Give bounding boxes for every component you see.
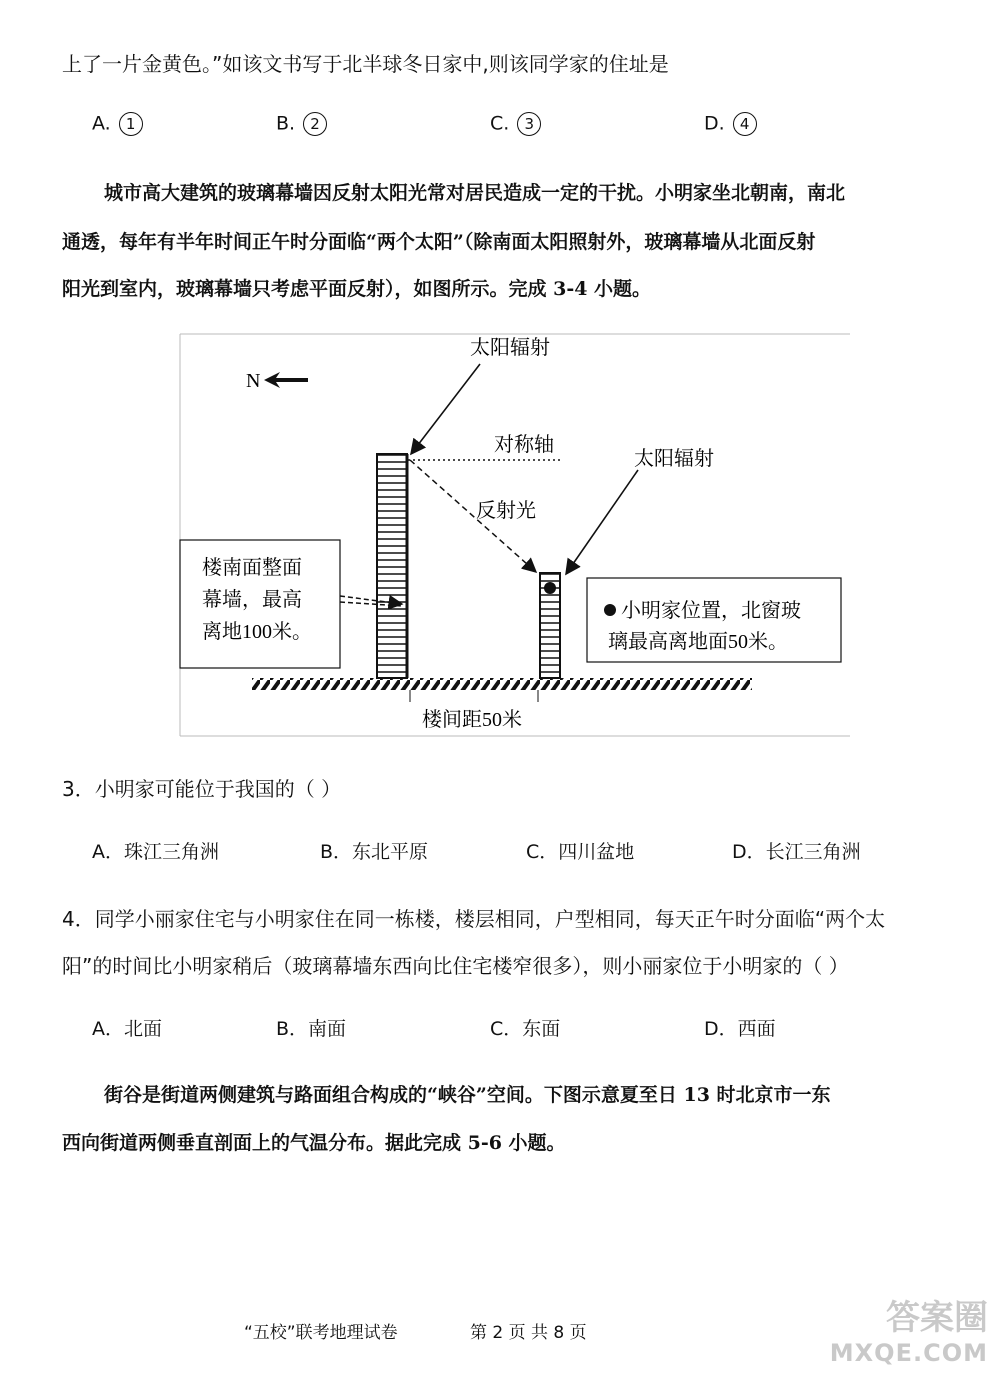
q4-option-b[interactable]: B．南面 xyxy=(276,1018,347,1040)
question-2-stem-end: 上了一片金黄色。”如该文书写于北半球冬日家中,则该同学家的住址是 xyxy=(62,52,669,76)
q3-option-b[interactable]: B．东北平原 xyxy=(320,841,429,863)
question-4-stem-line-2: 阳”的时间比小明家稍后（玻璃幕墙东西向比住宅楼窄很多），则小丽家位于小明家的（ ） xyxy=(62,954,849,978)
ground-hatch xyxy=(252,678,752,690)
q4-option-d[interactable]: D．西面 xyxy=(704,1018,776,1040)
wall-box-line-1: 楼南面整面 xyxy=(202,557,302,579)
building-spacing-label: 楼间距50米 xyxy=(422,709,522,731)
question-4-stem-line-1: 4．同学小丽家住宅与小明家住在同一栋楼，楼层相同，户型相同，每天正午时分面临“两个太 xyxy=(62,907,886,931)
circled-number: 2 xyxy=(303,112,327,136)
circled-number: 4 xyxy=(733,112,757,136)
sun-ray-2 xyxy=(566,470,638,574)
sun-radiation-label-1: 太阳辐射 xyxy=(470,337,550,359)
home-position-marker xyxy=(544,582,556,594)
reflected-light-label: 反射光 xyxy=(476,500,536,522)
watermark-bottom: MXQE.COM xyxy=(829,1339,988,1367)
footer-page-number: 第 2 页 共 8 页 xyxy=(470,1323,587,1343)
sun-radiation-label-2: 太阳辐射 xyxy=(634,448,714,470)
home-box-line-2: 璃最高离地面50米。 xyxy=(608,631,788,653)
wall-box-line-2: 幕墙，最高 xyxy=(202,589,302,611)
home-bullet-icon xyxy=(604,604,616,616)
symmetry-axis-label: 对称轴 xyxy=(494,434,554,456)
watermark-top: 答案圈 xyxy=(886,1298,988,1338)
q2-option-c[interactable]: C. 3 xyxy=(490,112,541,136)
footer-exam-title: “五校”联考地理试卷 xyxy=(244,1323,398,1343)
wall-box-line-3: 离地100米。 xyxy=(202,621,312,643)
home-box-line-1: 小明家位置，北窗玻 xyxy=(621,600,801,622)
q2-option-d[interactable]: D. 4 xyxy=(704,112,757,136)
north-label: N xyxy=(246,370,261,392)
circled-number: 1 xyxy=(119,112,143,136)
q3-option-c[interactable]: C．四川盆地 xyxy=(526,841,635,863)
passage-3-4-line-3: 阳光到室内，玻璃幕墙只考虑平面反射），如图所示。完成 3-4 小题。 xyxy=(62,278,652,300)
passage-3-4-line-2: 通透，每年有半年时间正午时分面临“两个太阳”（除南面太阳照射外，玻璃幕墙从北面反射 xyxy=(62,231,816,253)
q2-option-b[interactable]: B. 2 xyxy=(276,112,327,136)
passage-5-6-line-1: 街谷是街道两侧建筑与路面组合构成的“峡谷”空间。下图示意夏至日 13 时北京市一东 xyxy=(104,1084,831,1106)
question-3-stem: 3．小明家可能位于我国的（ ） xyxy=(62,777,342,801)
q2-option-a[interactable]: A. 1 xyxy=(92,112,143,136)
passage-3-4-line-1: 城市高大建筑的玻璃幕墙因反射太阳光常对居民造成一定的干扰。小明家坐北朝南，南北 xyxy=(104,182,846,204)
passage-5-6-line-2: 西向街道两侧垂直剖面上的气温分布。据此完成 5-6 小题。 xyxy=(62,1132,566,1154)
watermark xyxy=(830,1290,988,1367)
glass-curtain-wall-diagram xyxy=(140,330,855,740)
circled-number: 3 xyxy=(517,112,541,136)
sun-ray-1 xyxy=(411,364,480,454)
q3-option-a[interactable]: A．珠江三角洲 xyxy=(92,841,219,863)
tall-building-floors xyxy=(377,454,407,678)
q3-option-d[interactable]: D．长江三角洲 xyxy=(732,841,861,863)
q4-option-c[interactable]: C．东面 xyxy=(490,1018,561,1040)
q4-option-a[interactable]: A．北面 xyxy=(92,1018,162,1040)
north-arrow-icon xyxy=(264,372,308,388)
